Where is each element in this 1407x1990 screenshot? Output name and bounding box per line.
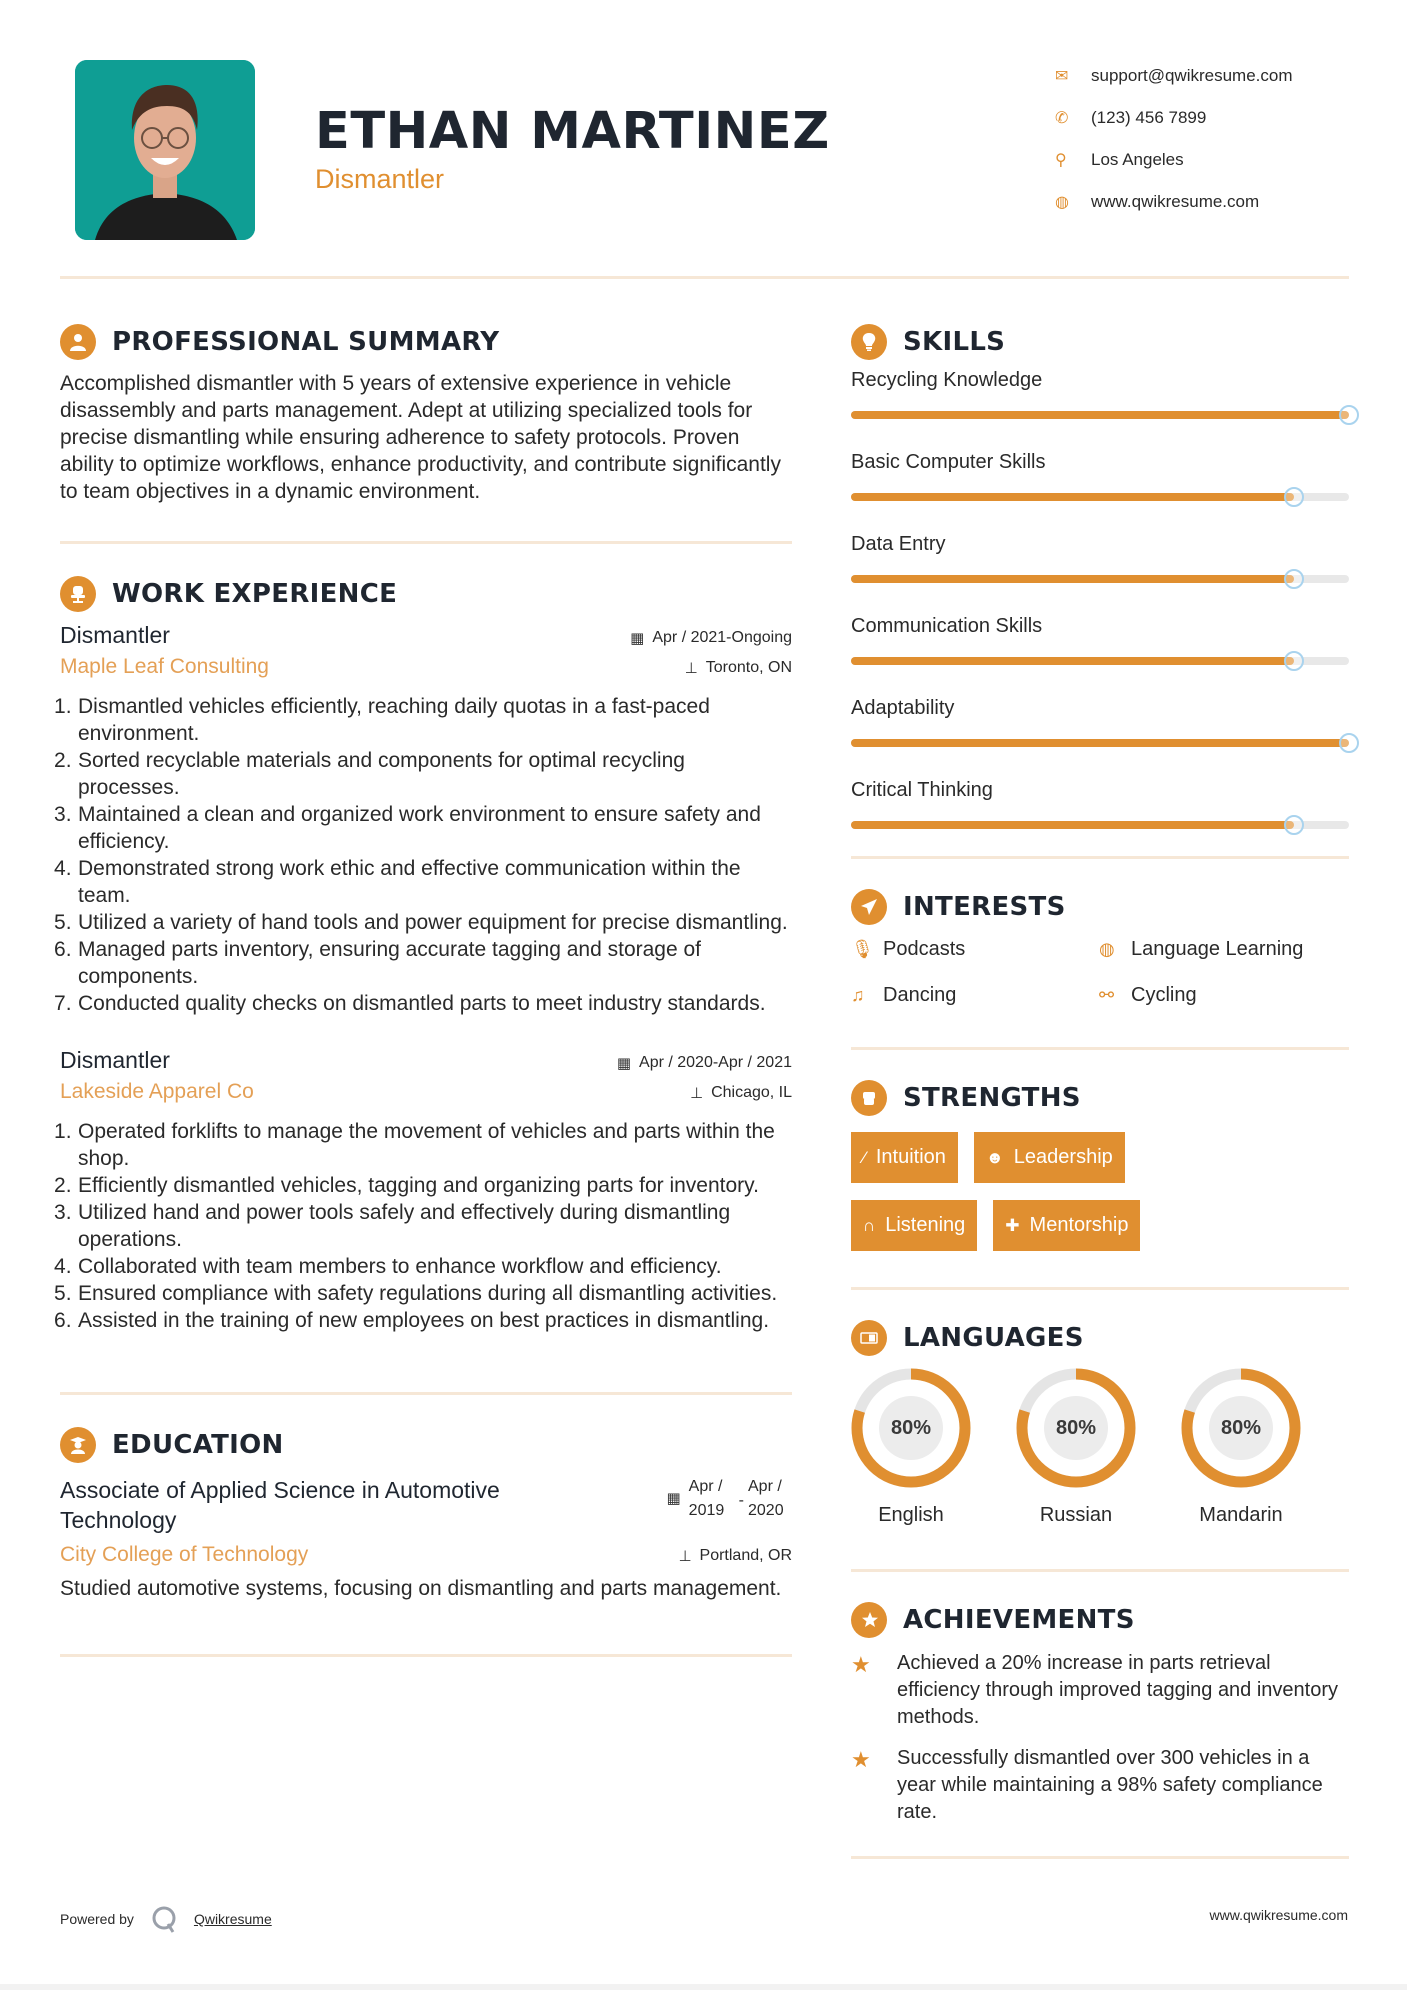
- skill-bar-fill: [851, 657, 1294, 665]
- achievement-text: Achieved a 20% increase in parts retrieval efficiency through improved tagging and inventory methods.: [897, 1652, 1339, 1728]
- chip-label: Intuition: [875, 1146, 946, 1168]
- skill-level-handle: [1284, 569, 1304, 589]
- strength-chip: [993, 1200, 1140, 1251]
- interest-label: Podcasts: [883, 937, 966, 960]
- skill-item: [851, 364, 1349, 419]
- calendar-icon: ▦: [666, 1490, 681, 1507]
- language-name: Mandarin: [1199, 1504, 1283, 1526]
- section-divider: [851, 1287, 1349, 1290]
- language-list: [851, 1368, 1349, 1527]
- calendar-icon: ▦: [616, 1055, 632, 1072]
- list-item: Assisted in the training of new employees on best practices in dismantling.: [78, 1309, 770, 1332]
- chip-label: Leadership: [1013, 1146, 1113, 1168]
- star-icon: ★: [851, 1652, 871, 1677]
- skill-bar: [851, 739, 1349, 747]
- section-divider: [60, 1654, 792, 1657]
- contact-text: (123) 456 7899: [1091, 108, 1207, 127]
- duty-list: [60, 1118, 792, 1334]
- headphones-icon: ∩: [863, 1215, 876, 1235]
- qwikresume-link[interactable]: Qwikresume: [193, 1911, 272, 1927]
- skill-label: Critical Thinking: [851, 779, 993, 801]
- strength-chip: [851, 1200, 977, 1251]
- calendar-icon: ▦: [630, 630, 645, 647]
- skill-bar: [851, 657, 1349, 665]
- list-item: Conducted quality checks on dismantled parts to meet industry standards.: [78, 992, 766, 1015]
- header-divider: [60, 276, 1349, 279]
- star-badge-icon: [851, 1602, 887, 1638]
- interest-label: Dancing: [883, 983, 957, 1006]
- skill-item: [851, 692, 1349, 747]
- skill-label: Adaptability: [851, 697, 955, 719]
- company-name: Maple Leaf Consulting: [60, 655, 269, 678]
- job-entry: [60, 622, 792, 1017]
- lightbulb-icon: [851, 324, 887, 360]
- bicycle-icon: ⚯: [1099, 984, 1115, 1005]
- edu-end: Apr / 2020: [748, 1478, 784, 1519]
- contact-location: [1055, 139, 1293, 181]
- globe-icon: ◍: [1055, 194, 1069, 211]
- job-location: Toronto, ON: [705, 659, 792, 676]
- language-progress-ring: [851, 1368, 971, 1488]
- section-divider: [851, 856, 1349, 859]
- language-icon: [851, 1320, 887, 1356]
- language-progress-ring: [1181, 1368, 1301, 1488]
- star-icon: ★: [851, 1747, 871, 1772]
- skill-level-handle: [1339, 733, 1359, 753]
- interest-list: [851, 933, 1349, 1011]
- language-item: [851, 1368, 971, 1527]
- list-item: Sorted recyclable materials and components for optimal recycling processes.: [78, 749, 685, 799]
- strength-chip: [851, 1132, 958, 1183]
- section-title: INTERESTS: [903, 892, 1066, 922]
- education-section: [60, 1423, 792, 1602]
- chip-label: Mentorship: [1029, 1214, 1129, 1236]
- interest-label: Cycling: [1131, 983, 1197, 1006]
- skill-label: Basic Computer Skills: [851, 451, 1046, 473]
- date-separator: -: [738, 1492, 744, 1509]
- language-progress-ring: [1016, 1368, 1136, 1488]
- contact-text: support@qwikresume.com: [1091, 66, 1293, 85]
- language-name: English: [878, 1504, 944, 1526]
- candidate-name: ETHAN MARTINEZ: [315, 102, 830, 161]
- summary-text: Accomplished dismantler with 5 years of extensive experience in vehicle disassembly and parts management. Adept at utilizing specialized tools for precise dismantling while ensuring adherence to safety protocols. Proven ability to optimize workflows, enhance productivity, and contribute significantly to team objectives in a dynamic environment.: [60, 372, 781, 503]
- skill-bar: [851, 493, 1349, 501]
- skill-item: [851, 774, 1349, 829]
- strengths-section: [851, 1076, 1349, 1251]
- contact-website[interactable]: [1055, 181, 1293, 223]
- strength-chip: [974, 1132, 1125, 1183]
- interests-section: [851, 885, 1349, 1011]
- pushpin-icon: ⊥: [689, 1085, 704, 1102]
- interest-label: Language Learning: [1131, 937, 1304, 960]
- contact-text: Los Angeles: [1091, 150, 1184, 169]
- qwikresume-logo-icon: [150, 1904, 180, 1934]
- globe-icon: ◍: [1099, 938, 1115, 959]
- edu-start: Apr / 2019: [688, 1478, 725, 1519]
- section-divider: [851, 1047, 1349, 1050]
- section-title: LANGUAGES: [903, 1323, 1084, 1353]
- language-percent: 80%: [1220, 1416, 1262, 1439]
- office-chair-icon: [60, 576, 96, 612]
- job-title: Dismantler: [60, 622, 170, 648]
- list-item: Collaborated with team members to enhance workflow and efficiency.: [78, 1255, 722, 1278]
- job-title: Dismantler: [60, 1047, 170, 1073]
- skill-level-handle: [1284, 815, 1304, 835]
- skills-section: [851, 320, 1349, 829]
- user-plus-icon: ✚: [1005, 1215, 1020, 1235]
- edu-location: Portland, OR: [699, 1547, 792, 1564]
- list-item: Ensured compliance with safety regulations during all dismantling activities.: [78, 1282, 778, 1305]
- job-entry: [60, 1047, 792, 1334]
- section-title: WORK EXPERIENCE: [112, 579, 398, 609]
- language-name: Russian: [1039, 1504, 1113, 1526]
- list-item: Utilized a variety of hand tools and power equipment for precise dismantling.: [78, 911, 788, 934]
- skill-label: Communication Skills: [851, 615, 1043, 637]
- summary-section: [60, 320, 792, 505]
- envelope-icon: ✉: [1055, 68, 1069, 85]
- job-location: Chicago, IL: [711, 1084, 792, 1101]
- users-icon: ☻: [985, 1147, 1004, 1167]
- skill-bar: [851, 821, 1349, 829]
- company-name: Lakeside Apparel Co: [60, 1080, 254, 1103]
- skill-bar-fill: [851, 493, 1294, 501]
- left-column: [60, 320, 792, 1657]
- skill-level-handle: [1284, 651, 1304, 671]
- right-column: [851, 320, 1349, 1859]
- languages-section: [851, 1316, 1349, 1527]
- contact-text: www.qwikresume.com: [1091, 192, 1260, 211]
- footer-branding: [60, 1904, 272, 1934]
- list-item: Utilized hand and power tools safely and effectively during dismantling operations.: [78, 1201, 731, 1251]
- skill-level-handle: [1284, 487, 1304, 507]
- language-percent: 80%: [890, 1416, 932, 1439]
- list-item: Efficiently dismantled vehicles, tagging and organizing parts for inventory.: [78, 1174, 759, 1197]
- interest-item: [1099, 979, 1349, 1011]
- skill-label: Data Entry: [851, 533, 946, 555]
- person-portrait-icon: [75, 60, 255, 240]
- section-divider: [60, 541, 792, 544]
- section-title: ACHIEVEMENTS: [903, 1605, 1135, 1635]
- section-divider: [60, 1392, 792, 1395]
- user-icon: [60, 324, 96, 360]
- list-item: Maintained a clean and organized work environment to ensure safety and efficiency.: [78, 803, 761, 853]
- duty-list: [60, 693, 792, 1017]
- skill-level-handle: [1339, 405, 1359, 425]
- skill-bar-fill: [851, 821, 1294, 829]
- section-title: SKILLS: [903, 327, 1006, 357]
- section-divider: [851, 1569, 1349, 1572]
- powered-by-label: Powered by: [60, 1911, 134, 1927]
- graduate-icon: [60, 1427, 96, 1463]
- map-pin-icon: ⚲: [1055, 152, 1067, 169]
- contact-email[interactable]: [1055, 55, 1293, 97]
- section-divider: [851, 1856, 1349, 1859]
- skill-item: [851, 528, 1349, 583]
- job-dates: Apr / 2021-Ongoing: [652, 629, 792, 646]
- language-item: [1181, 1368, 1301, 1527]
- list-item: Dismantled vehicles efficiently, reaching daily quotas in a fast-paced environment.: [78, 695, 710, 745]
- fist-icon: [851, 1080, 887, 1116]
- job-dates: Apr / 2020-Apr / 2021: [639, 1054, 792, 1071]
- skill-item: [851, 610, 1349, 665]
- skill-bar: [851, 411, 1349, 419]
- achievement-item: [851, 1745, 1349, 1826]
- achievement-text: Successfully dismantled over 300 vehicles in a year while maintaining a 98% safety compliance rate.: [897, 1747, 1323, 1823]
- skill-bar-fill: [851, 575, 1294, 583]
- achievement-item: [851, 1650, 1349, 1731]
- pushpin-icon: ⊥: [684, 660, 698, 677]
- list-item: Operated forklifts to manage the movement of vehicles and parts within the shop.: [78, 1120, 775, 1170]
- achievements-section: [851, 1598, 1349, 1826]
- interest-item: [851, 933, 1099, 965]
- language-percent: 80%: [1055, 1416, 1097, 1439]
- footer-website-link[interactable]: www.qwikresume.com: [1209, 1907, 1348, 1923]
- phone-icon: ✆: [1055, 110, 1069, 127]
- contact-list: [1055, 55, 1293, 223]
- chip-label: Listening: [885, 1214, 966, 1236]
- skill-item: [851, 446, 1349, 501]
- music-note-icon: ♫: [851, 984, 865, 1005]
- skill-label: Recycling Knowledge: [851, 369, 1043, 391]
- section-title: EDUCATION: [112, 1430, 284, 1460]
- magic-wand-icon: ⁄: [863, 1147, 866, 1167]
- paper-plane-icon: [851, 889, 887, 925]
- contact-phone[interactable]: [1055, 97, 1293, 139]
- skill-bar: [851, 575, 1349, 583]
- degree-title: Associate of Applied Science in Automotive Technology: [60, 1477, 500, 1533]
- education-description: Studied automotive systems, focusing on dismantling and parts management.: [60, 1577, 782, 1600]
- page-bottom-edge: [0, 1984, 1407, 1990]
- section-title: STRENGTHS: [903, 1083, 1081, 1113]
- interest-item: [1099, 933, 1349, 965]
- list-item: Demonstrated strong work ethic and effective communication within the team.: [78, 857, 741, 907]
- school-name: City College of Technology: [60, 1543, 309, 1566]
- list-item: Managed parts inventory, ensuring accurate tagging and storage of components.: [78, 938, 702, 988]
- language-item: [1016, 1368, 1136, 1527]
- pushpin-icon: ⊥: [678, 1548, 692, 1565]
- strength-chips: [851, 1132, 1251, 1251]
- skill-bar-fill: [851, 411, 1349, 419]
- candidate-title: Dismantler: [315, 164, 445, 194]
- section-title: PROFESSIONAL SUMMARY: [112, 327, 500, 357]
- profile-photo: [75, 60, 255, 240]
- microphone-icon: 🎙: [851, 938, 874, 959]
- experience-section: [60, 572, 792, 1334]
- skill-bar-fill: [851, 739, 1349, 747]
- interest-item: [851, 979, 1099, 1011]
